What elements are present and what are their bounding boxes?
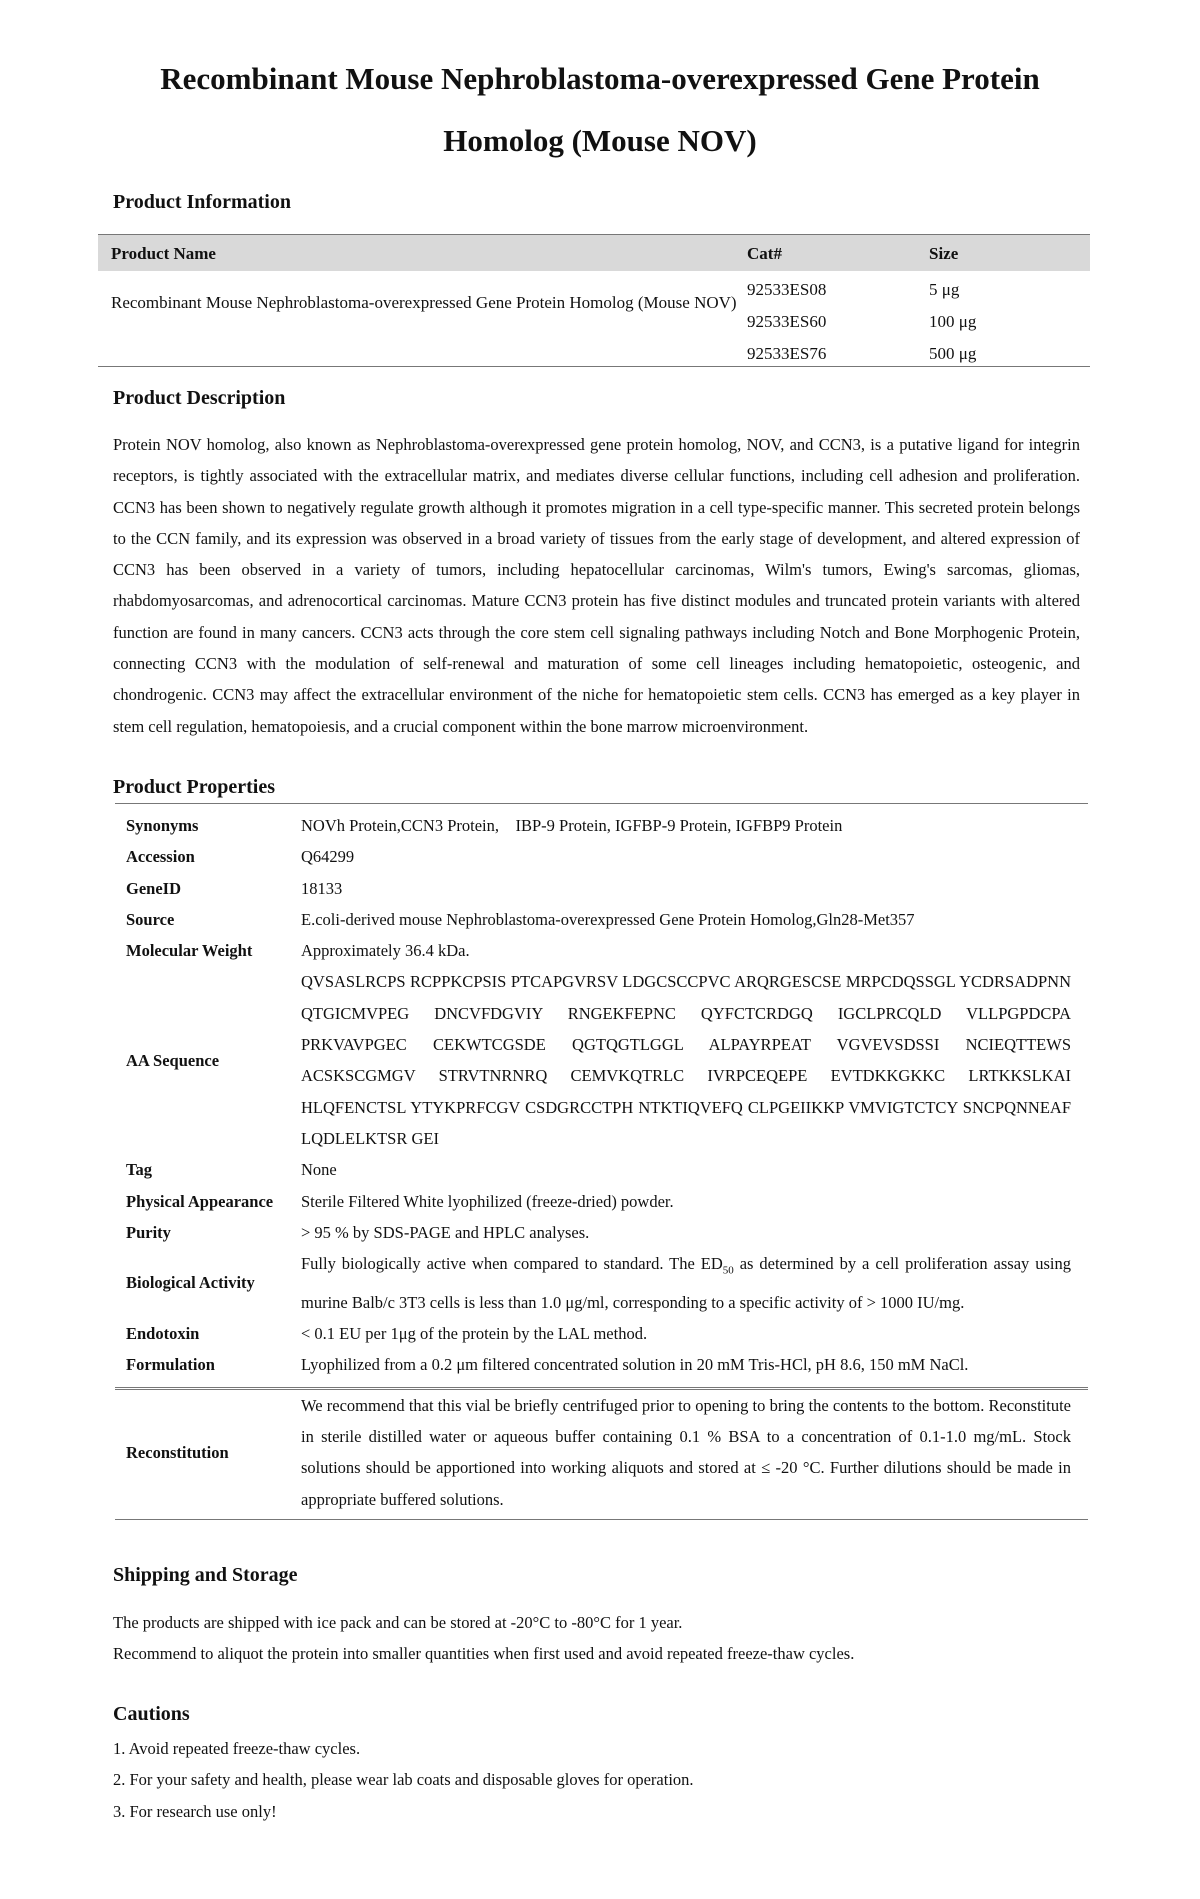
property-label: Reconstitution: [126, 1442, 229, 1462]
property-label: Accession: [126, 847, 195, 867]
property-label: Physical Appearance: [126, 1191, 274, 1211]
property-label: Source: [126, 909, 175, 929]
property-label: Biological Activity: [126, 1273, 255, 1293]
property-value: Approximately 36.4 kDa.: [301, 941, 470, 961]
activity-text-suffix: as determined by a cell proliferation assay using murine Balb/c 3T3 cells is less than 1.0 μg/ml, corresponding to a specific activity of > 1000 IU/mg.: [301, 1254, 1071, 1312]
product-description-heading: Product Description: [113, 387, 286, 409]
cautions-heading: Cautions: [113, 1703, 190, 1725]
storage-line: Recommend to aliquot the protein into smaller quantities when first used and avoid repeated freeze-thaw cycles.: [113, 1644, 855, 1664]
property-value: E.coli-derived mouse Nephroblastoma-overexpressed Gene Protein Homolog,Gln28-Met357: [301, 909, 915, 929]
property-row-endotoxin: [115, 1318, 1088, 1349]
column-header-size: Size: [929, 244, 959, 263]
list-item: 2. For your safety and health, please wear lab coats and disposable gloves for operation.: [113, 1770, 694, 1790]
property-row-source: [115, 904, 1088, 935]
cat-column: [747, 274, 826, 370]
property-value: NOVh Protein,CCN3 Protein, IBP-9 Protein, IGFBP-9 Protein, IGFBP9 Protein: [301, 816, 843, 835]
size-value: 100 μg: [929, 312, 977, 331]
product-description-text: Protein NOV homolog, also known as Nephroblastoma-overexpressed gene protein homolog, NOV, and CCN3, is a putative ligand for integrin receptors, is tightly associated with the extracellular matrix, and mediates diverse cellular functions, including cell adhesion and proliferation. CCN3 has been shown to negatively regulate growth although it promotes migration in a cell type-specific manner. This secreted protein belongs to the CCN family, and its expression was observed in a broad variety of tissues from the early stage of development, and altered expression of CCN3 has been observed in a variety of tumors, including hepatocellular carcinomas, Wilm's tumors, Ewing's sarcomas, gliomas, rhabdomyosarcomas, and adrenocortical carcinomas. Mature CCN3 protein has five distinct modules and truncated protein variants with altered function are found in many cancers. CCN3 acts through the core stem cell signaling pathways including Notch and Bone Morphogenic Protein, connecting CCN3 with the modulation of self-renewal and maturation of some cell lineages including hematopoietic, osteogenic, and chondrogenic. CCN3 may affect the extracellular environment of the niche for hematopoietic stem cells. CCN3 has emerged as a key player in stem cell regulation, hematopoiesis, and a crucial component within the bone marrow microenvironment.: [113, 435, 1080, 736]
shipping-storage-text: [113, 1607, 854, 1670]
property-row-geneid: [115, 873, 1088, 904]
size-column: [929, 274, 976, 370]
product-name-cell: Recombinant Mouse Nephroblastoma-overexpressed Gene Protein Homolog (Mouse NOV): [111, 293, 737, 312]
property-value: None: [301, 1160, 337, 1180]
property-row-aa-sequence: [115, 966, 1088, 1154]
table-header-row: [98, 234, 1090, 271]
title-line-2: Homolog (Mouse NOV): [443, 123, 757, 158]
property-value: [301, 1248, 1071, 1318]
product-information-table: [98, 234, 1090, 367]
size-value: 500 μg: [929, 344, 977, 363]
property-label: Molecular Weight: [126, 941, 253, 961]
property-value: Sterile Filtered White lyophilized (freeze-dried) powder.: [301, 1191, 674, 1211]
activity-subscript: 50: [722, 1264, 734, 1277]
property-value: Q64299: [301, 847, 355, 867]
property-label: Purity: [126, 1222, 171, 1242]
property-value: 18133: [301, 878, 343, 898]
property-row-formulation: [115, 1349, 1088, 1380]
cat-number: 92533ES60: [747, 312, 827, 331]
property-row-synonyms: [115, 810, 1088, 841]
product-properties-heading: Product Properties: [113, 776, 276, 798]
property-value: We recommend that this vial be briefly centrifuged prior to opening to bring the contents to the bottom. Reconstitute in sterile distilled water or aqueous buffer containing 0.1 % BSA to a concentration of 0.1-1.0 mg/mL. Stock solutions should be apportioned into working aliquots and stored at ≤ -20 °C. Further dilutions should be made in appropriate buffered solutions.: [301, 1395, 1071, 1509]
cautions-list: [113, 1733, 694, 1827]
property-label: Formulation: [126, 1355, 215, 1375]
property-label: Tag: [126, 1160, 152, 1180]
property-value: QVSASLRCPS RCPPKCPSIS PTCAPGVRSV LDGCSCCPVC ARQRGESCSE MRPCDQSSGL YCDRSADPNN QTGICMVPEG DNCVFDGVIY RNGEKFEPNC QYFCTCRDGQ IGCLPRCQLD VLLPGPDCPA PRKVAVPGEC CEKWTCGSDE QGTQGTLGGL ALPAYRPEAT VGVEVSDSSI NCIEQTTEWS ACSKSCGMGV STRVTNRNRQ CEMVKQTRLC IVRPCEQEPE EVTDKKGKKC LRTKKSLKAI HLQFENCTSL YTYKPRFCGV CSDGRCCTPH NTKTIQVEFQ CLPGEIIKKP VMVIGTCTCY SNCPQNNEAF LQDLELKTSR GEI: [301, 972, 1071, 1148]
property-value: Lyophilized from a 0.2 μm filtered concentrated solution in 20 mM Tris-HCl, pH 8.6, 150 mM NaCl.: [301, 1355, 969, 1375]
property-row-biological-activity: [115, 1248, 1088, 1318]
property-label: AA Sequence: [126, 1050, 220, 1070]
cat-number: 92533ES76: [747, 344, 827, 363]
size-value: 5 μg: [929, 280, 960, 299]
property-row-physical-appearance: [115, 1186, 1088, 1217]
title-line-1: Recombinant Mouse Nephroblastoma-overexpressed Gene Protein: [160, 61, 1040, 96]
property-label: Endotoxin: [126, 1324, 200, 1344]
property-value: > 95 % by SDS-PAGE and HPLC analyses.: [301, 1222, 590, 1242]
column-header-product-name: Product Name: [111, 244, 216, 263]
property-row-accession: [115, 841, 1088, 872]
document-title: [60, 48, 1140, 172]
cat-number: 92533ES08: [747, 280, 827, 299]
property-row-reconstitution: [115, 1390, 1088, 1515]
property-value: < 0.1 EU per 1μg of the protein by the LAL method.: [301, 1324, 648, 1344]
table-bottom-rule: [115, 1519, 1088, 1520]
activity-text-prefix: Fully biologically active when compared to standard. The ED: [301, 1254, 723, 1274]
list-item: 3. For research use only!: [113, 1801, 277, 1821]
shipping-line: The products are shipped with ice pack and can be stored at -20°C to -80°C for 1 year.: [113, 1613, 683, 1632]
list-item: 1. Avoid repeated freeze-thaw cycles.: [113, 1739, 361, 1758]
table-body: [98, 271, 1090, 367]
property-label: Synonyms: [126, 816, 199, 835]
property-row-molecular-weight: [115, 935, 1088, 966]
shipping-storage-heading: Shipping and Storage: [113, 1564, 298, 1586]
product-properties-table: [115, 803, 1088, 1520]
property-label: GeneID: [126, 878, 181, 898]
product-information-heading: Product Information: [113, 191, 291, 213]
property-row-tag: [115, 1154, 1088, 1185]
column-header-cat: Cat#: [747, 244, 782, 263]
property-row-purity: [115, 1217, 1088, 1248]
